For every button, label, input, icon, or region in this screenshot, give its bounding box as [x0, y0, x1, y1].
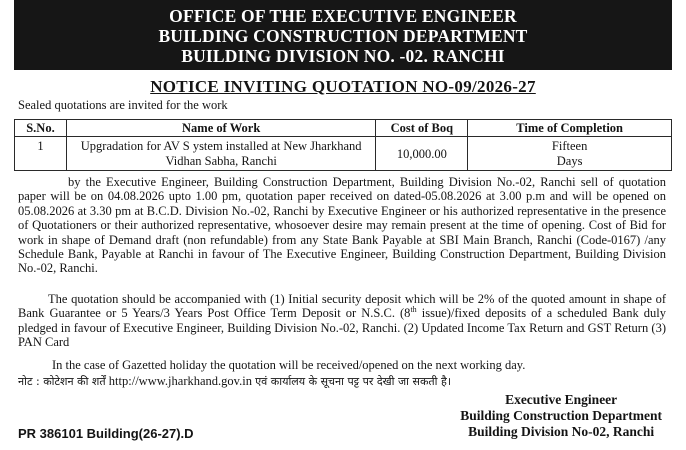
note-suffix: एवं कार्यालय के सूचना पट्ट पर देखी जा सकती है।	[255, 375, 452, 388]
division-name: BUILDING DIVISION NO. -02. RANCHI	[181, 46, 505, 66]
notice-title: NOTICE INVITING QUOTATION NO-09/2026-27	[150, 77, 536, 96]
website-link[interactable]: http://www.jharkhand.gov.in	[108, 374, 252, 388]
table-header-row	[15, 120, 672, 137]
signatory-title: Executive Engineer	[505, 392, 618, 407]
holiday-note: In the case of Gazetted holiday the quotation will be received/opened on the next working day.	[52, 358, 526, 372]
para2-text-a: The quotation should be accompanied with (1) Initial security deposit which will be 2% of the quoted amount in shape of Bank Guarantee or 5 Years/3 Years Post Office Term Deposit or N.S.C. (8	[18, 292, 666, 321]
terms-paragraph-2	[18, 292, 666, 350]
work-name-line1: Upgradation for AV S ystem installed at New Jharkhand	[80, 139, 362, 153]
office-title: OFFICE OF THE EXECUTIVE ENGINEER	[169, 6, 517, 26]
header-time: Time of Completion	[468, 120, 672, 137]
cell-sno: 1	[15, 137, 67, 171]
cell-cost: 10,000.00	[376, 137, 468, 171]
work-table	[14, 119, 672, 171]
para2-text-b: issue)/fixed deposits of a scheduled Bank duly pledged in favour of Executive Engineer, Building Division No.-02, Ranchi. (2) Updated Income Tax Return and GST Return (3) PAN Card	[18, 306, 666, 350]
signatory-division: Building Division No-02, Ranchi	[468, 424, 655, 439]
pr-reference: PR 386101 Building(26-27).D	[18, 426, 194, 441]
hindi-note	[18, 374, 451, 389]
intro-text: Sealed quotations are invited for the work	[18, 98, 228, 112]
signature-block	[460, 392, 662, 440]
note-prefix: नोट : कोटेशन की शर्तें	[18, 375, 106, 388]
time-line1: Fifteen	[551, 139, 588, 153]
header-sno: S.No.	[15, 120, 67, 137]
terms-paragraph-1: by the Executive Engineer, Building Construction Department, Building Division No.-02, Ranchi sell of quotation paper will be on 04.08.2026 upto 1.00 pm, quotation paper received on dated-05.08.2026 at 3.00 p.m and will be opened on 05.08.2026 at 3.30 pm at B.C.D. Division No.-02, Ranchi by Executive Engineer or his authorized representative in the presence of Quotationers or their authorized representative, whosoever desire may remain present at the time of opening. Cost of Bid for work in shape of Demand draft (non refundable) from any State Bank Payable at SBI Main Branch, Ranchi (Code-0167) /any Schedule Bank, Payable at Ranchi in favour of The Executive Engineer, Building Construction Department, Building Division No.-02, Ranchi.	[18, 175, 666, 276]
signatory-department: Building Construction Department	[460, 408, 662, 423]
table-row	[15, 137, 672, 171]
cell-name-of-work	[66, 137, 375, 171]
department-name: BUILDING CONSTRUCTION DEPARTMENT	[158, 26, 528, 46]
para2-superscript: th	[410, 305, 417, 315]
header-cost: Cost of Boq	[376, 120, 468, 137]
header-name-of-work: Name of Work	[66, 120, 375, 137]
time-line2: Days	[556, 154, 583, 168]
work-name-line2: Vidhan Sabha, Ranchi	[165, 154, 277, 168]
office-header	[14, 0, 672, 70]
cell-time	[468, 137, 672, 171]
